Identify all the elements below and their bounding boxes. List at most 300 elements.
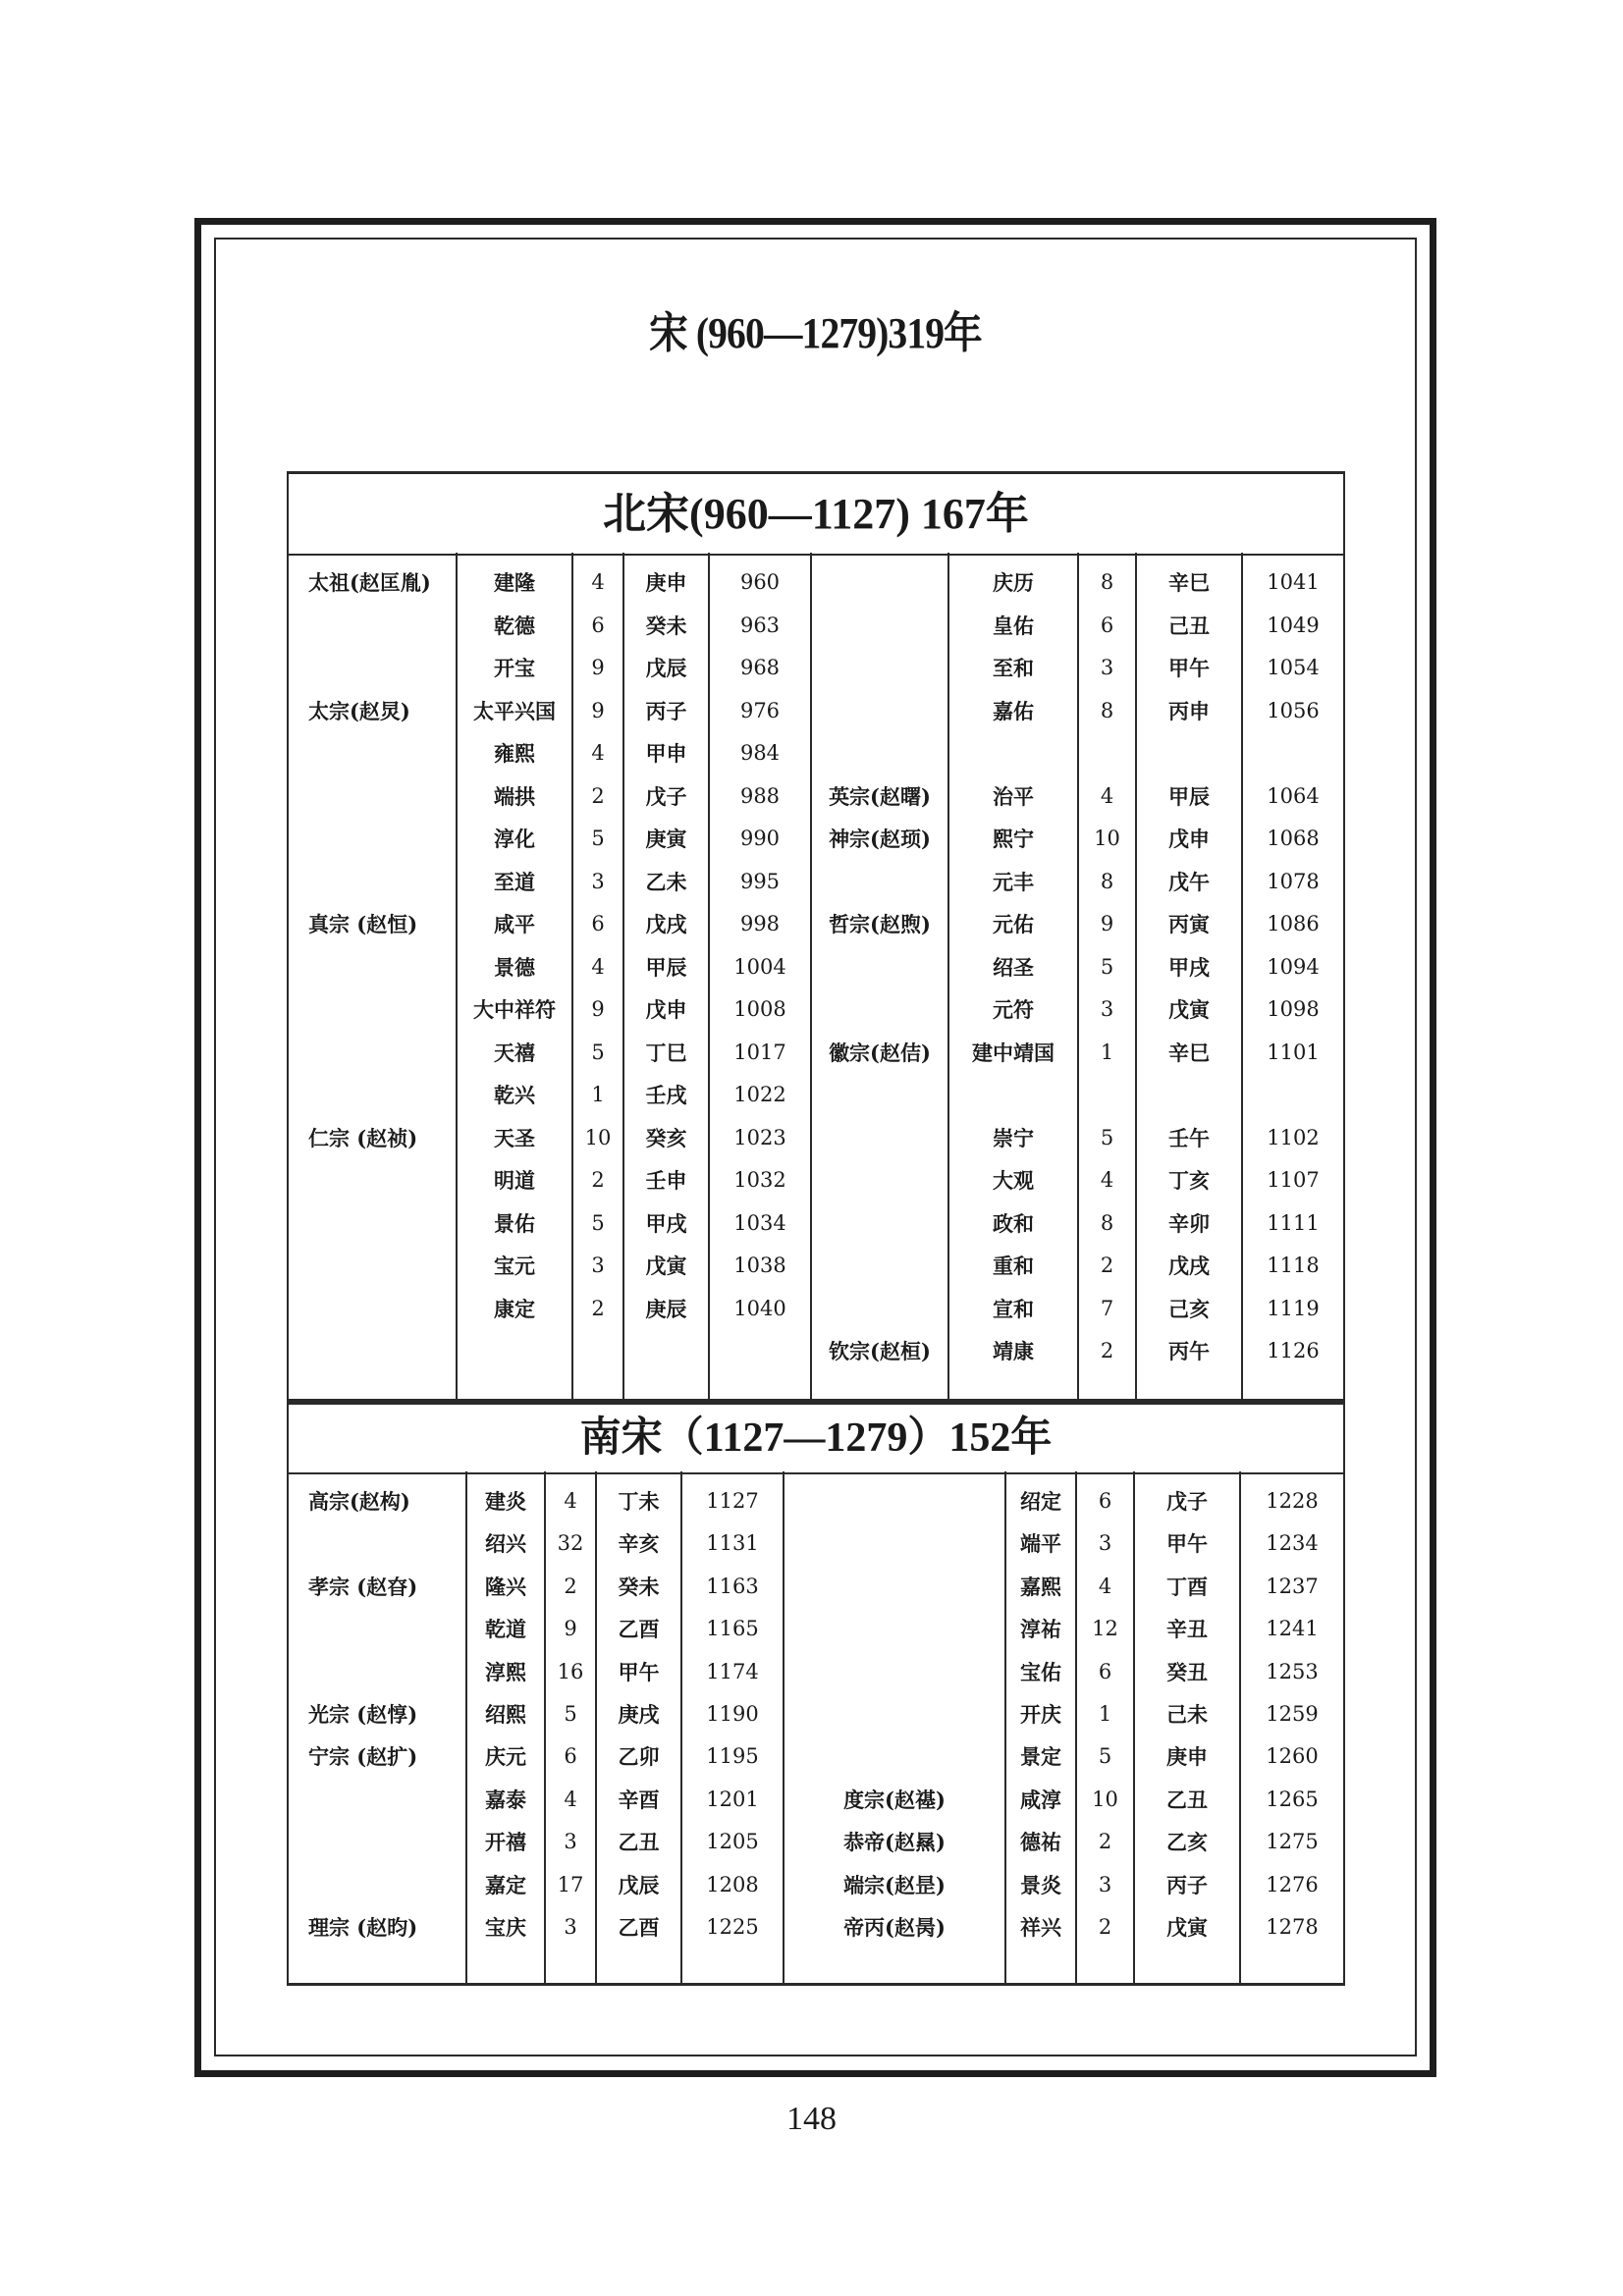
emperor-cell: 仁宗 (赵祯) bbox=[308, 1125, 418, 1150]
years-cell: 5 bbox=[591, 1040, 605, 1064]
emperor-cell bbox=[784, 1651, 1004, 1693]
year-cell: 1017 bbox=[733, 1040, 786, 1064]
years-cell bbox=[1079, 1074, 1135, 1116]
emperor-cell bbox=[812, 732, 947, 774]
era-cell: 德祐 bbox=[1020, 1830, 1061, 1855]
year-cell: 1127 bbox=[706, 1489, 759, 1513]
ganzhi-cell: 癸亥 bbox=[645, 1125, 687, 1150]
era-cell bbox=[949, 732, 1077, 774]
year-cell: 1126 bbox=[1267, 1339, 1320, 1362]
ganzhi-cell: 戊戌 bbox=[645, 912, 687, 936]
era-cell: 崇宁 bbox=[993, 1125, 1034, 1150]
year-cell: 1228 bbox=[1266, 1489, 1319, 1513]
ganzhi-cell: 辛亥 bbox=[618, 1531, 660, 1557]
emperor-cell bbox=[784, 1608, 1004, 1650]
ganzhi-cell: 丁酉 bbox=[1166, 1574, 1208, 1599]
ganzhi-cell: 甲辰 bbox=[1168, 783, 1210, 809]
table-row bbox=[287, 988, 1345, 1031]
emperor-cell bbox=[784, 1566, 1004, 1608]
table-row bbox=[287, 1906, 1345, 1949]
emperor-cell: 太宗(赵炅) bbox=[308, 698, 410, 723]
era-cell: 景定 bbox=[1020, 1744, 1061, 1770]
ganzhi-cell: 乙丑 bbox=[1166, 1787, 1208, 1812]
era-cell: 淳化 bbox=[494, 827, 535, 851]
years-cell bbox=[1079, 732, 1135, 774]
emperor-cell bbox=[784, 1522, 1004, 1565]
emperor-cell: 恭帝(赵㬎) bbox=[843, 1830, 946, 1855]
year-cell: 1237 bbox=[1266, 1574, 1319, 1598]
ganzhi-cell: 戊寅 bbox=[645, 1254, 687, 1278]
years-cell: 2 bbox=[591, 1296, 605, 1320]
ganzhi-cell: 辛卯 bbox=[1168, 1210, 1210, 1236]
years-cell: 8 bbox=[1100, 698, 1114, 722]
era-cell: 建中靖国 bbox=[972, 1040, 1055, 1065]
year-cell: 990 bbox=[739, 827, 781, 850]
era-cell: 开宝 bbox=[494, 656, 535, 680]
table-row bbox=[287, 1735, 1345, 1778]
emperor-cell: 理宗 (赵昀) bbox=[308, 1915, 418, 1940]
era-cell: 宝庆 bbox=[485, 1915, 526, 1940]
ganzhi-cell: 壬戌 bbox=[645, 1083, 687, 1107]
years-cell: 1 bbox=[1100, 1040, 1114, 1064]
era-cell: 景炎 bbox=[1020, 1872, 1061, 1897]
table-row bbox=[287, 1288, 1345, 1330]
table-row bbox=[287, 818, 1345, 860]
years-cell: 10 bbox=[1094, 827, 1120, 850]
year-cell: 1253 bbox=[1266, 1659, 1319, 1683]
table-row bbox=[287, 1522, 1345, 1565]
year-cell: 1056 bbox=[1267, 698, 1320, 722]
table-row bbox=[287, 732, 1345, 774]
years-cell: 9 bbox=[591, 656, 605, 679]
ganzhi-cell: 丙子 bbox=[1166, 1872, 1208, 1897]
years-cell: 5 bbox=[591, 827, 605, 850]
ganzhi-cell: 戊子 bbox=[1166, 1489, 1208, 1514]
years-cell: 5 bbox=[1100, 1125, 1114, 1149]
years-cell: 9 bbox=[564, 1617, 577, 1641]
years-cell: 6 bbox=[1098, 1659, 1112, 1683]
years-cell: 3 bbox=[1098, 1872, 1112, 1896]
year-cell: 1208 bbox=[706, 1872, 759, 1896]
emperor-cell: 钦宗(赵桓) bbox=[829, 1339, 931, 1363]
ganzhi-cell: 戊寅 bbox=[1168, 997, 1210, 1022]
ganzhi-cell: 癸丑 bbox=[1166, 1659, 1208, 1684]
ganzhi-cell: 丙寅 bbox=[1168, 912, 1210, 936]
ganzhi-cell: 丁亥 bbox=[1168, 1168, 1210, 1193]
era-cell: 天禧 bbox=[494, 1040, 535, 1065]
emperor-cell bbox=[812, 1245, 947, 1287]
table-bottom-border bbox=[287, 1983, 1345, 1986]
year-cell: 998 bbox=[739, 912, 781, 935]
ganzhi-cell: 戊辰 bbox=[645, 656, 687, 680]
year-cell: 1022 bbox=[733, 1083, 786, 1106]
years-cell: 3 bbox=[564, 1830, 577, 1854]
years-cell: 6 bbox=[591, 613, 605, 637]
ganzhi-cell: 戊午 bbox=[1168, 869, 1210, 894]
ganzhi-cell: 丁巳 bbox=[645, 1040, 687, 1065]
year-cell: 1086 bbox=[1267, 912, 1320, 935]
emperor-cell: 太祖(赵匡胤) bbox=[308, 570, 431, 595]
ganzhi-cell: 丁未 bbox=[618, 1489, 660, 1514]
years-cell: 3 bbox=[1100, 997, 1114, 1021]
years-cell: 5 bbox=[1100, 954, 1114, 979]
ganzhi-cell: 戊寅 bbox=[1166, 1915, 1208, 1940]
table-row bbox=[287, 1202, 1345, 1245]
era-cell: 景佑 bbox=[494, 1210, 535, 1236]
emperor-cell: 宁宗 (赵扩) bbox=[308, 1744, 418, 1770]
years-cell: 10 bbox=[584, 1125, 612, 1149]
era-cell: 宣和 bbox=[993, 1296, 1034, 1321]
year-cell: 1004 bbox=[733, 954, 786, 979]
emperor-cell: 孝宗 (赵昚) bbox=[308, 1574, 418, 1599]
year-cell: 1118 bbox=[1267, 1254, 1320, 1277]
years-cell: 8 bbox=[1100, 1210, 1114, 1235]
ganzhi-cell: 己丑 bbox=[1168, 613, 1210, 638]
era-cell: 嘉定 bbox=[485, 1872, 526, 1897]
years-cell: 4 bbox=[1100, 1168, 1114, 1192]
years-cell: 2 bbox=[1098, 1830, 1112, 1854]
year-cell: 1195 bbox=[706, 1744, 759, 1769]
era-cell: 大观 bbox=[993, 1168, 1034, 1193]
ganzhi-cell: 庚申 bbox=[1166, 1744, 1208, 1770]
ganzhi-cell: 癸未 bbox=[618, 1574, 660, 1599]
emperor-cell: 真宗 (赵恒) bbox=[308, 912, 418, 936]
ganzhi-cell bbox=[1137, 732, 1241, 774]
ganzhi-cell: 乙亥 bbox=[1166, 1830, 1208, 1855]
year-cell: 1165 bbox=[706, 1617, 759, 1641]
era-cell: 建炎 bbox=[485, 1489, 526, 1514]
emperor-cell bbox=[812, 605, 947, 647]
years-cell: 6 bbox=[1100, 613, 1114, 637]
year-cell: 1040 bbox=[733, 1296, 786, 1320]
year-cell: 1260 bbox=[1266, 1744, 1319, 1769]
year-cell: 1201 bbox=[706, 1787, 759, 1811]
year-cell: 1102 bbox=[1267, 1125, 1320, 1149]
table-row bbox=[287, 647, 1345, 689]
ganzhi-cell: 辛巳 bbox=[1168, 570, 1210, 595]
era-cell: 乾道 bbox=[485, 1617, 526, 1642]
era-cell: 淳祐 bbox=[1020, 1617, 1061, 1642]
table-row bbox=[287, 946, 1345, 988]
emperor-cell bbox=[812, 1117, 947, 1159]
years-cell: 10 bbox=[1092, 1787, 1118, 1811]
ganzhi-cell: 戊申 bbox=[1168, 827, 1210, 851]
years-cell: 9 bbox=[591, 997, 605, 1021]
year-cell: 1174 bbox=[706, 1659, 759, 1683]
year-cell: 1225 bbox=[706, 1915, 759, 1939]
era-cell: 元丰 bbox=[993, 869, 1034, 894]
emperor-cell: 英宗(赵曙) bbox=[829, 783, 931, 809]
year-cell: 1111 bbox=[1267, 1210, 1320, 1235]
ganzhi-cell: 戊戌 bbox=[1168, 1254, 1210, 1278]
era-cell: 嘉佑 bbox=[993, 698, 1034, 723]
ganzhi-cell: 乙酉 bbox=[618, 1915, 660, 1940]
year-cell: 988 bbox=[739, 783, 781, 808]
emperor-cell bbox=[812, 690, 947, 732]
era-cell: 建隆 bbox=[494, 570, 535, 595]
ganzhi-cell: 乙卯 bbox=[618, 1744, 660, 1770]
table-row bbox=[287, 1480, 1345, 1522]
era-cell: 绍熙 bbox=[485, 1702, 526, 1727]
years-cell: 2 bbox=[591, 1168, 605, 1192]
ganzhi-cell: 庚戌 bbox=[618, 1702, 660, 1727]
north-song-table bbox=[287, 553, 1345, 1402]
emperor-cell: 哲宗(赵煦) bbox=[829, 912, 931, 936]
era-cell: 靖康 bbox=[993, 1339, 1034, 1363]
ganzhi-cell: 戊申 bbox=[645, 997, 687, 1022]
year-cell bbox=[1243, 732, 1343, 774]
year-cell: 1041 bbox=[1267, 570, 1320, 594]
year-cell: 1032 bbox=[733, 1168, 786, 1192]
era-cell: 隆兴 bbox=[485, 1574, 526, 1599]
era-cell: 淳熙 bbox=[485, 1659, 526, 1684]
era-cell: 治平 bbox=[993, 783, 1034, 809]
era-cell: 熙宁 bbox=[993, 827, 1034, 851]
year-cell: 1023 bbox=[733, 1125, 786, 1149]
years-cell: 3 bbox=[564, 1915, 577, 1939]
era-cell: 宝元 bbox=[494, 1254, 535, 1278]
ganzhi-cell: 辛巳 bbox=[1168, 1040, 1210, 1065]
table-row bbox=[287, 1032, 1345, 1074]
page-number: 148 bbox=[786, 2101, 837, 2137]
table-row bbox=[287, 690, 1345, 732]
year-cell: 1098 bbox=[1267, 997, 1320, 1021]
years-cell: 3 bbox=[1100, 656, 1114, 679]
year-cell: 1008 bbox=[733, 997, 786, 1021]
years-cell: 16 bbox=[557, 1659, 584, 1683]
year-cell: 1101 bbox=[1267, 1040, 1320, 1064]
years-cell: 5 bbox=[1098, 1744, 1112, 1769]
years-cell: 4 bbox=[1098, 1574, 1112, 1598]
ganzhi-cell: 己未 bbox=[1166, 1702, 1208, 1727]
era-cell: 至道 bbox=[494, 869, 535, 894]
year-cell: 1131 bbox=[706, 1531, 759, 1556]
ganzhi-cell: 戊子 bbox=[645, 783, 687, 809]
ganzhi-cell: 丙申 bbox=[1168, 698, 1210, 723]
era-cell: 开庆 bbox=[1020, 1702, 1061, 1727]
era-cell: 重和 bbox=[993, 1254, 1034, 1278]
emperor-cell bbox=[812, 647, 947, 689]
year-cell: 960 bbox=[739, 570, 781, 594]
table-row bbox=[287, 1651, 1345, 1693]
ganzhi-cell: 甲午 bbox=[1168, 656, 1210, 680]
ganzhi-cell: 乙丑 bbox=[618, 1830, 660, 1855]
year-cell: 1094 bbox=[1267, 954, 1320, 979]
years-cell: 1 bbox=[1098, 1702, 1112, 1726]
year-cell: 1275 bbox=[1266, 1830, 1319, 1854]
years-cell: 6 bbox=[591, 912, 605, 935]
era-cell: 咸淳 bbox=[1020, 1787, 1061, 1812]
years-cell: 12 bbox=[1092, 1617, 1118, 1641]
emperor-cell bbox=[784, 1480, 1004, 1522]
ganzhi-cell: 甲戌 bbox=[645, 1210, 687, 1236]
emperor-cell bbox=[812, 1288, 947, 1330]
table-row bbox=[287, 775, 1345, 818]
table-row bbox=[287, 1330, 1345, 1372]
table-row bbox=[287, 1864, 1345, 1906]
era-cell: 康定 bbox=[494, 1296, 535, 1321]
era-cell: 雍熙 bbox=[494, 741, 535, 766]
table-row bbox=[287, 1566, 1345, 1608]
year-cell: 1205 bbox=[706, 1830, 759, 1854]
era-cell: 政和 bbox=[993, 1210, 1034, 1236]
years-cell: 4 bbox=[1100, 783, 1114, 808]
years-cell: 3 bbox=[591, 1254, 605, 1277]
year-cell: 1034 bbox=[733, 1210, 786, 1235]
years-cell: 1 bbox=[591, 1083, 605, 1106]
table-row bbox=[287, 1074, 1345, 1116]
ganzhi-cell: 壬午 bbox=[1168, 1125, 1210, 1150]
emperor-cell: 帝丙(赵昺) bbox=[843, 1915, 946, 1940]
north-song-header: 北宋(960—1127) 167年 bbox=[287, 471, 1345, 556]
ganzhi-cell: 戊辰 bbox=[618, 1872, 660, 1897]
ganzhi-cell: 乙未 bbox=[645, 869, 687, 894]
south-song-header: 南宋（1127—1279）152年 bbox=[287, 1402, 1345, 1474]
emperor-cell: 徽宗(赵佶) bbox=[829, 1040, 931, 1065]
table-row bbox=[287, 1821, 1345, 1863]
year-cell: 1278 bbox=[1266, 1915, 1319, 1939]
emperor-cell bbox=[812, 988, 947, 1031]
years-cell: 2 bbox=[1100, 1339, 1114, 1362]
ganzhi-cell: 甲午 bbox=[1166, 1531, 1208, 1557]
era-cell: 皇佑 bbox=[993, 613, 1034, 638]
years-cell: 5 bbox=[591, 1210, 605, 1235]
year-cell: 1276 bbox=[1266, 1872, 1319, 1896]
year-cell bbox=[1243, 1074, 1343, 1116]
table-row bbox=[287, 1159, 1345, 1201]
era-cell: 嘉熙 bbox=[1020, 1574, 1061, 1599]
emperor-cell bbox=[784, 1693, 1004, 1735]
emperor-cell: 神宗(赵顼) bbox=[829, 827, 931, 851]
year-cell: 1078 bbox=[1267, 869, 1320, 893]
emperor-cell: 光宗 (赵惇) bbox=[308, 1702, 418, 1727]
era-cell: 大中祥符 bbox=[473, 997, 556, 1022]
years-cell: 5 bbox=[564, 1702, 577, 1726]
year-cell: 1119 bbox=[1267, 1296, 1320, 1320]
table-row bbox=[287, 561, 1345, 604]
year-cell: 1054 bbox=[1267, 656, 1320, 679]
ganzhi-cell: 甲申 bbox=[645, 741, 687, 766]
years-cell: 3 bbox=[1098, 1531, 1112, 1556]
year-cell: 1107 bbox=[1267, 1168, 1320, 1192]
years-cell: 4 bbox=[591, 741, 605, 765]
era-cell: 天圣 bbox=[494, 1125, 535, 1150]
year-cell: 1241 bbox=[1266, 1617, 1319, 1641]
table-row bbox=[287, 1117, 1345, 1159]
table-row bbox=[287, 1245, 1345, 1287]
years-cell: 2 bbox=[1100, 1254, 1114, 1277]
year-cell: 1190 bbox=[706, 1702, 759, 1726]
page-title: 宋 (960—1279)319年 bbox=[649, 309, 982, 357]
era-cell: 元佑 bbox=[993, 912, 1034, 936]
year-cell: 976 bbox=[739, 698, 781, 722]
table-row bbox=[287, 861, 1345, 903]
era-cell: 庆元 bbox=[485, 1744, 526, 1770]
ganzhi-cell: 庚寅 bbox=[645, 827, 687, 851]
era-cell: 端平 bbox=[1020, 1531, 1061, 1557]
years-cell: 2 bbox=[564, 1574, 577, 1598]
table-row bbox=[287, 903, 1345, 945]
era-cell: 开禧 bbox=[485, 1830, 526, 1855]
era-cell: 绍圣 bbox=[993, 954, 1034, 980]
years-cell: 6 bbox=[1098, 1489, 1112, 1513]
ganzhi-cell: 丙子 bbox=[645, 698, 687, 723]
era-cell bbox=[949, 1074, 1077, 1116]
years-cell: 7 bbox=[1100, 1296, 1114, 1320]
era-cell: 乾兴 bbox=[494, 1083, 535, 1107]
era-cell: 嘉泰 bbox=[485, 1787, 526, 1812]
emperor-cell bbox=[812, 1074, 947, 1116]
ganzhi-cell: 庚辰 bbox=[645, 1296, 687, 1321]
table-row bbox=[287, 1693, 1345, 1735]
era-cell: 明道 bbox=[494, 1168, 535, 1193]
ganzhi-cell bbox=[1137, 1074, 1241, 1116]
years-cell: 32 bbox=[557, 1531, 584, 1556]
years-cell: 6 bbox=[564, 1744, 577, 1769]
years-cell: 8 bbox=[1100, 869, 1114, 893]
era-cell: 乾德 bbox=[494, 613, 535, 638]
emperor-cell bbox=[812, 1159, 947, 1201]
era-cell: 端拱 bbox=[494, 783, 535, 809]
year-cell: 1068 bbox=[1267, 827, 1320, 850]
year-cell: 1234 bbox=[1266, 1531, 1319, 1556]
emperor-cell: 端宗(赵昰) bbox=[843, 1872, 946, 1897]
era-cell: 绍兴 bbox=[485, 1531, 526, 1557]
era-cell: 至和 bbox=[993, 656, 1034, 680]
table-row bbox=[287, 605, 1345, 647]
era-cell: 绍定 bbox=[1020, 1489, 1061, 1514]
ganzhi-cell: 辛丑 bbox=[1166, 1617, 1208, 1642]
emperor-cell: 度宗(赵禥) bbox=[843, 1787, 946, 1812]
ganzhi-cell: 甲戌 bbox=[1168, 954, 1210, 980]
year-cell: 1163 bbox=[706, 1574, 759, 1598]
year-cell: 984 bbox=[739, 741, 781, 765]
ganzhi-cell: 辛酉 bbox=[618, 1787, 660, 1812]
years-cell: 17 bbox=[557, 1872, 584, 1896]
years-cell: 2 bbox=[1098, 1915, 1112, 1939]
year-cell: 995 bbox=[739, 869, 781, 893]
era-cell: 景德 bbox=[494, 954, 535, 980]
emperor-cell: 高宗(赵构) bbox=[308, 1489, 410, 1514]
year-cell: 1265 bbox=[1266, 1787, 1319, 1811]
emperor-cell bbox=[812, 561, 947, 604]
year-cell: 1049 bbox=[1267, 613, 1320, 637]
emperor-cell bbox=[812, 946, 947, 988]
era-cell: 太平兴国 bbox=[473, 698, 556, 723]
years-cell: 9 bbox=[591, 698, 605, 722]
ganzhi-cell: 甲午 bbox=[618, 1659, 660, 1684]
years-cell: 9 bbox=[1100, 912, 1114, 935]
years-cell: 4 bbox=[591, 570, 605, 594]
year-cell: 1064 bbox=[1267, 783, 1320, 808]
era-cell: 庆历 bbox=[993, 570, 1034, 595]
years-cell: 2 bbox=[591, 783, 605, 808]
year-cell: 1259 bbox=[1266, 1702, 1319, 1726]
era-cell: 咸平 bbox=[494, 912, 535, 936]
years-cell: 3 bbox=[591, 869, 605, 893]
south-song-table bbox=[287, 1471, 1345, 1986]
ganzhi-cell: 庚申 bbox=[645, 570, 687, 595]
emperor-cell bbox=[812, 1202, 947, 1245]
era-cell: 宝佑 bbox=[1020, 1659, 1061, 1684]
ganzhi-cell: 乙酉 bbox=[618, 1617, 660, 1642]
years-cell: 8 bbox=[1100, 570, 1114, 594]
year-cell: 968 bbox=[739, 656, 781, 679]
era-cell: 元符 bbox=[993, 997, 1034, 1022]
year-cell: 963 bbox=[739, 613, 781, 637]
table-row bbox=[287, 1779, 1345, 1821]
era-cell: 祥兴 bbox=[1020, 1915, 1061, 1940]
